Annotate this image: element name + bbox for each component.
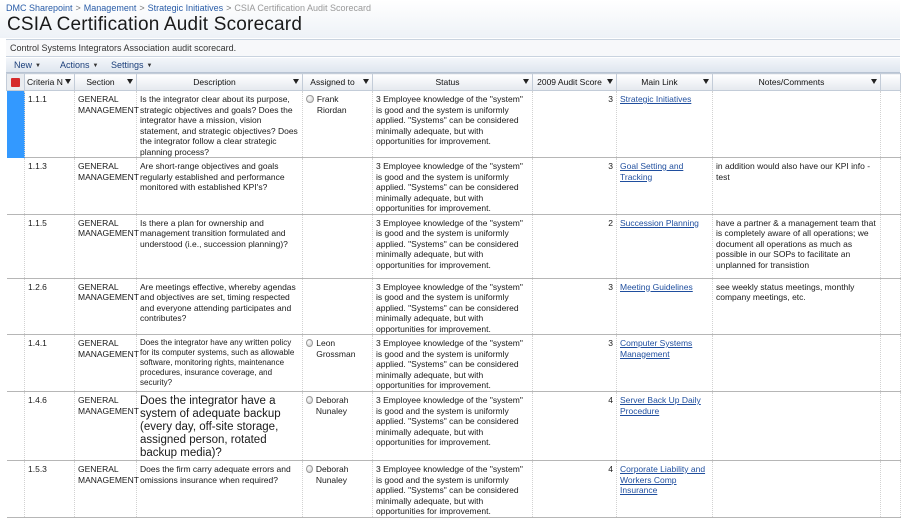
section-cell: GENERAL MANAGEMENT bbox=[75, 214, 137, 278]
assigned-to-cell[interactable] bbox=[303, 158, 373, 215]
main-link[interactable]: Server Back Up Daily Procedure bbox=[620, 395, 701, 416]
chevron-down-icon: ▼ bbox=[146, 63, 153, 69]
column-header-label: 2009 Audit Score bbox=[537, 77, 602, 87]
assigned-to-cell[interactable] bbox=[303, 278, 373, 335]
main-link[interactable]: Goal Setting and Tracking bbox=[620, 161, 684, 182]
column-header-label: Notes/Comments bbox=[758, 77, 825, 87]
spacer-cell bbox=[881, 278, 901, 335]
dropdown-arrow-icon[interactable] bbox=[703, 79, 709, 84]
breadcrumb-link-strategic-initiatives[interactable]: Strategic Initiatives bbox=[147, 3, 224, 13]
table-row[interactable] bbox=[7, 461, 901, 518]
description-cell: Are meetings effective, whereby agendas and objectives are set, timing respected and everyone attending participates and contributes? bbox=[137, 278, 303, 335]
score-cell: 4 bbox=[533, 461, 617, 518]
actions-menu-button[interactable] bbox=[60, 60, 98, 70]
main-link[interactable]: Meeting Guidelines bbox=[620, 281, 693, 292]
list-description-bar bbox=[6, 39, 900, 57]
main-link-cell bbox=[617, 91, 713, 158]
dropdown-arrow-icon[interactable] bbox=[363, 79, 369, 84]
row-selector[interactable] bbox=[7, 461, 25, 518]
section-cell: GENERAL MANAGEMENT bbox=[75, 392, 137, 461]
main-link-cell bbox=[617, 278, 713, 335]
dropdown-arrow-icon[interactable] bbox=[293, 79, 299, 84]
section-cell: GENERAL MANAGEMENT bbox=[75, 278, 137, 335]
breadcrumb-separator: > bbox=[139, 3, 145, 13]
section-cell: GENERAL MANAGEMENT bbox=[75, 158, 137, 215]
scorecard-table bbox=[6, 73, 901, 518]
score-cell: 3 bbox=[533, 158, 617, 215]
page-header bbox=[0, 0, 900, 38]
breadcrumb-link-management[interactable]: Management bbox=[83, 3, 137, 13]
column-header-label: Description bbox=[193, 77, 236, 87]
table-header-row bbox=[7, 74, 901, 91]
status-cell: 3 Employee knowledge of the "system" is good and the system is uniformly applied. "Systems" can be considered minimally adequate, but with opportunities for improvement. bbox=[373, 392, 533, 461]
column-header-label: Criteria N bbox=[27, 77, 63, 87]
dropdown-arrow-icon[interactable] bbox=[65, 79, 71, 84]
description-cell: Does the firm carry adequate errors and omissions insurance when required? bbox=[137, 461, 303, 518]
assigned-to-cell[interactable] bbox=[303, 335, 373, 392]
new-menu-label: New bbox=[14, 60, 33, 70]
criteria-cell: 1.1.1 bbox=[25, 91, 75, 158]
settings-menu-button[interactable] bbox=[111, 60, 152, 70]
main-link[interactable]: Strategic Initiatives bbox=[620, 94, 692, 104]
chevron-down-icon: ▼ bbox=[92, 63, 99, 69]
assignee-name[interactable]: Deborah Nunaley bbox=[315, 464, 349, 485]
assigned-to-cell[interactable] bbox=[303, 392, 373, 461]
description-cell: Is there a plan for ownership and management transition formulated and understood (i.e., succession planning)? bbox=[137, 214, 303, 278]
notes-cell: have a partner & a management team that is completely aware of all operations; we document all operations as much as possible in our SOPs to facilitate an unplanned for transistion bbox=[713, 214, 881, 278]
spacer-cell bbox=[881, 158, 901, 215]
description-cell: Are short-range objectives and goals regularly established and performance monitored with established KPI's? bbox=[137, 158, 303, 215]
description-cell: Is the integrator clear about its purpose, strategic objectives and goals? Does the integrator have a mission, vision statement, and strategic objectives? Does the integrator follow a clear strategic planning process? bbox=[137, 91, 303, 158]
breadcrumb bbox=[6, 3, 371, 13]
table-row[interactable] bbox=[7, 392, 901, 461]
status-cell: 3 Employee knowledge of the "system" is good and the system is uniformly applied. "Systems" can be considered minimally adequate, but with opportunities for improvement. bbox=[373, 214, 533, 278]
notes-cell: see weekly status meetings, monthly company meetings, etc. bbox=[713, 278, 881, 335]
main-link-cell bbox=[617, 461, 713, 518]
status-cell: 3 Employee knowledge of the "system" is good and the system is uniformly applied. "Systems" can be considered minimally adequate, but with opportunities for improvement. bbox=[373, 158, 533, 215]
section-cell: GENERAL MANAGEMENT bbox=[75, 335, 137, 392]
assignee-name[interactable]: Frank Riordan bbox=[316, 94, 347, 115]
notes-cell bbox=[713, 335, 881, 392]
spacer-cell bbox=[881, 214, 901, 278]
table-row[interactable] bbox=[7, 335, 901, 392]
actions-menu-label: Actions bbox=[60, 60, 90, 70]
dropdown-arrow-icon[interactable] bbox=[127, 79, 133, 84]
table-row[interactable] bbox=[7, 91, 901, 158]
page-title: CSIA Certification Audit Scorecard bbox=[7, 14, 303, 35]
status-cell: 3 Employee knowledge of the "system" is good and the system is uniformly applied. "Systems" can be considered minimally adequate, but with opportunities for improvement. bbox=[373, 278, 533, 335]
main-link-cell bbox=[617, 214, 713, 278]
column-header-label: Section bbox=[86, 77, 115, 87]
assigned-to-cell[interactable] bbox=[303, 214, 373, 278]
presence-status-icon[interactable] bbox=[306, 339, 313, 347]
column-header-label: Main Link bbox=[641, 77, 678, 87]
dropdown-arrow-icon[interactable] bbox=[607, 79, 613, 84]
row-selector[interactable] bbox=[7, 214, 25, 278]
table-row[interactable] bbox=[7, 158, 901, 215]
table-row[interactable] bbox=[7, 278, 901, 335]
attachment-column-header[interactable] bbox=[7, 74, 25, 91]
section-cell: GENERAL MANAGEMENT bbox=[75, 461, 137, 518]
score-cell: 4 bbox=[533, 392, 617, 461]
scorecard-grid bbox=[6, 73, 900, 516]
column-header-spacer bbox=[881, 74, 901, 91]
section-cell: GENERAL MANAGEMENT bbox=[75, 91, 137, 158]
dropdown-arrow-icon[interactable] bbox=[871, 79, 877, 84]
breadcrumb-separator: > bbox=[75, 3, 81, 13]
criteria-cell: 1.4.1 bbox=[25, 335, 75, 392]
notes-cell bbox=[713, 461, 881, 518]
column-header-main-link[interactable] bbox=[617, 74, 713, 91]
settings-menu-label: Settings bbox=[111, 60, 144, 70]
column-header-status[interactable] bbox=[373, 74, 533, 91]
attachment-icon bbox=[11, 78, 20, 87]
column-header-notes[interactable] bbox=[713, 74, 881, 91]
breadcrumb-link-site[interactable]: DMC Sharepoint bbox=[6, 3, 73, 13]
assigned-to-cell[interactable] bbox=[303, 91, 373, 158]
row-selector[interactable] bbox=[7, 335, 25, 392]
criteria-cell: 1.4.6 bbox=[25, 392, 75, 461]
list-toolbar bbox=[6, 58, 900, 73]
score-cell: 3 bbox=[533, 278, 617, 335]
notes-cell bbox=[713, 392, 881, 461]
column-header-score[interactable] bbox=[533, 74, 617, 91]
score-cell: 2 bbox=[533, 214, 617, 278]
row-selector[interactable] bbox=[7, 278, 25, 335]
criteria-cell: 1.1.5 bbox=[25, 214, 75, 278]
criteria-cell: 1.5.3 bbox=[25, 461, 75, 518]
spacer-cell bbox=[881, 335, 901, 392]
column-header-section[interactable] bbox=[75, 74, 137, 91]
main-link-cell bbox=[617, 392, 713, 461]
main-link-cell bbox=[617, 158, 713, 215]
column-header-label: Status bbox=[435, 77, 460, 87]
column-header-assigned-to[interactable] bbox=[303, 74, 373, 91]
dropdown-arrow-icon[interactable] bbox=[523, 79, 529, 84]
score-cell: 3 bbox=[533, 91, 617, 158]
new-menu-button[interactable] bbox=[14, 60, 41, 70]
criteria-cell: 1.2.6 bbox=[25, 278, 75, 335]
main-link[interactable]: Succession Planning bbox=[620, 217, 699, 228]
assigned-to-cell[interactable] bbox=[303, 461, 373, 518]
status-cell: 3 Employee knowledge of the "system" is good and the system is uniformly applied. "Systems" can be considered minimally adequate, but with opportunities for improvement. bbox=[373, 335, 533, 392]
table-row[interactable] bbox=[7, 214, 901, 278]
column-header-description[interactable] bbox=[137, 74, 303, 91]
row-selector[interactable] bbox=[7, 91, 25, 158]
score-cell: 3 bbox=[533, 335, 617, 392]
breadcrumb-separator: > bbox=[226, 3, 232, 13]
spacer-cell bbox=[881, 91, 901, 158]
row-selector[interactable] bbox=[7, 158, 25, 215]
presence-status-icon[interactable] bbox=[306, 396, 313, 404]
column-header-label: Assigned to bbox=[310, 77, 355, 87]
assignee-name[interactable]: Leon Grossman bbox=[316, 338, 356, 359]
criteria-cell: 1.1.3 bbox=[25, 158, 75, 215]
main-link[interactable]: Corporate Liability and Workers Comp Insurance bbox=[620, 464, 706, 495]
column-header-criteria[interactable] bbox=[25, 74, 75, 91]
status-cell: 3 Employee knowledge of the "system" is good and the system is uniformly applied. "Systems" can be considered minimally adequate, but with opportunities for improvement. bbox=[373, 461, 533, 518]
status-cell: 3 Employee knowledge of the "system" is good and the system is uniformly applied. "Systems" can be considered minimally adequate, but with opportunities for improvement. bbox=[373, 91, 533, 158]
assignee-name[interactable]: Deborah Nunaley bbox=[315, 395, 349, 416]
notes-cell: in addition would also have our KPI info - test bbox=[713, 158, 881, 215]
spacer-cell bbox=[881, 392, 901, 461]
chevron-down-icon: ▼ bbox=[35, 63, 41, 69]
breadcrumb-current: CSIA Certification Audit Scorecard bbox=[234, 3, 371, 13]
row-selector[interactable] bbox=[7, 392, 25, 461]
main-link-cell bbox=[617, 335, 713, 392]
spacer-cell bbox=[881, 461, 901, 518]
list-description: Control Systems Integrators Association audit scorecard. bbox=[10, 43, 237, 53]
main-link[interactable]: Computer Systems Management bbox=[620, 338, 693, 359]
description-cell: Does the integrator have a system of adequate backup (every day, off-site storage, assigned person, rotated backup media)? bbox=[137, 392, 303, 461]
notes-cell bbox=[713, 91, 881, 158]
presence-status-icon[interactable] bbox=[306, 95, 314, 103]
presence-status-icon[interactable] bbox=[306, 465, 313, 473]
description-cell: Does the integrator have any written policy for its computer systems, such as allowable software, monitoring rights, maintenance procedures, insurance coverage, and security? bbox=[137, 335, 303, 392]
